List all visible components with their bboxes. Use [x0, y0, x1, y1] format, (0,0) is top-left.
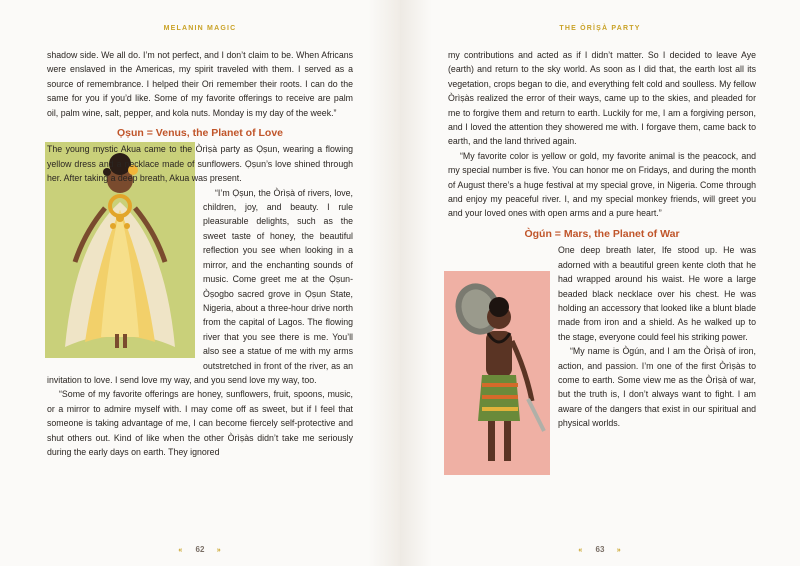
page-number-62 [0, 545, 400, 554]
folio-ornament-right-icon: » [616, 547, 622, 554]
running-head-right: THE ÒRÌṢÀ PARTY [559, 25, 641, 32]
osun-section [47, 186, 353, 388]
left-paragraph-4: “Some of my favorite offerings are honey, sunflowers, fruit, spoons, music, or a mirror to admire myself with. I may come off as sweet, but if I feel that someone is taking advantage of me, I can become fiercely self-protective and shut others out. Kind of like when the other Òrìṣàs didn’t take me seriously during the early days on earth. They ignored [47, 389, 353, 457]
right-page [400, 0, 800, 566]
left-paragraph-3: “I’m Ọṣun, the Òrìṣà of rivers, love, children, joy, and beauty. I rule pleasurable delights, such as the sweet taste of honey, the beautiful reflection you see when looking in a mirror, and the enchanting sounds of music. Come greet me at the Ọṣun-Òṣogbo sacred grove in Ọṣun State, Nigeria, about a three-hour drive north from the capital of Lagos. The flowing river that you see there is me. You’ll also see a statue of me with my arms outstretched in front of the river, as an invitation to love. I send love my way, and you send love my way, too. [47, 187, 353, 385]
folio-ornament-left-icon: « [578, 547, 584, 554]
section-heading-osun: Ọṣun = Venus, the Planet of Love [117, 127, 283, 140]
right-paragraph-3: One deep breath later, Ife stood up. He was adorned with a beautiful green kente cloth that he had wrapped around his waist. He wore a large beaded black necklace over his chest. He was holding an accessory that looked like a blunt blade made from iron and a shield. As he walked up to the stage, everyone could feel his striking power. [558, 245, 756, 342]
running-head-left: MELANIN MAGIC [163, 25, 237, 32]
page-number-63 [400, 545, 800, 554]
folio-ornament-left-icon: « [178, 547, 184, 554]
page-number-left: 62 [195, 545, 205, 554]
section-heading-ogun: Ògún = Mars, the Planet of War [524, 227, 680, 240]
ogun-section [448, 243, 756, 430]
right-paragraph-4: “My name is Ògún, and I am the Òrìṣà of iron, action, and passion. I’m one of the first Òrìṣàs to come to earth. Some view me as the Òrìṣà of war, but the truth is, I don’t always want to fight. I am aware of the dangers that exist in our spiritual and physical worlds. [558, 346, 756, 429]
right-paragraph-1: my contributions and acted as if I didn’t matter. So I decided to leave Aye (earth) and return to the sky world. As soon as I did that, the earth lost all its vegetation, crops began to die, and everything felt cold and soulless. My fellow Òrìṣàs realized the error of their ways, came up to the skies, and pleaded for me to forgive them and return to earth. Luckily for me, I am a forgiving person, and I loved the attention they showered me with. I forgave them, came back to earth, and the land thrived again. [448, 50, 756, 147]
left-paragraph-1: shadow side. We all do. I’m not perfect, and I don’t claim to be. When Africans were enslaved in the Americas, my spirit traveled with them. I served as a source of remembrance. I helped their Ori remember their roots. I can do the same for you if you’d like. Some of my favorite offerings to receive are palm oil, palm wine, salt, pepper, and kola nuts. Monday is my day of the week.” [47, 50, 353, 118]
folio-ornament-right-icon: » [216, 547, 222, 554]
page-number-right: 63 [595, 545, 605, 554]
right-page-body [448, 48, 756, 477]
left-page-body [47, 48, 353, 459]
ogun-illustration [444, 271, 550, 475]
right-paragraph-2: “My favorite color is yellow or gold, my favorite animal is the peacock, and my special number is five. You can honor me on Fridays, and during the month of August there’s a huge festival at my special grove, in Nigeria. Come through and enjoy my peaceful river. I, and my special monkey friends, will greet you and your loved ones with open arms and a pure heart.” [448, 150, 756, 219]
left-paragraph-2: The young mystic Akua came to the Òrìṣà party as Ọṣun, wearing a flowing yellow dress and a necklace made of sunflowers. Ọṣun’s love shined through her. After taking a deep breath, Akua was present. [47, 144, 353, 184]
